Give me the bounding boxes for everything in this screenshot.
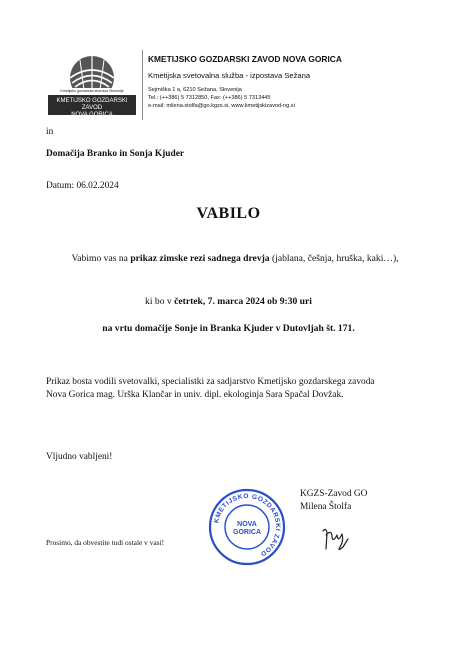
logo-band-line2: NOVA GORICA [71, 112, 113, 118]
stamp-center-line1: NOVA [237, 521, 257, 528]
when-prefix: ki bo v [145, 296, 175, 307]
logo-band [48, 95, 136, 118]
intro-bold: prikaz zimske rezi sadnega drevja [130, 253, 270, 264]
when-date: četrtek, 7. marca 2024 ob 9:30 uri [174, 296, 312, 307]
letter-date: Datum: 06.02.2024 [46, 181, 119, 191]
official-stamp [207, 487, 287, 567]
header-divider [142, 50, 143, 120]
logo-tagline: Kmetijsko gozdarska zbornica Slovenije [60, 89, 124, 93]
details-paragraph: Prikaz bosta vodili svetovalki, specialistki za sadjarstvo Kmetijsko gozdarskega zavoda Nova Gorica mag. Urška Klančar in univ. dipl. ekologinja Sara Spačal Dovžak. [46, 377, 375, 400]
event-when [0, 296, 457, 307]
org-unit: Kmetijska svetovalna služba - izpostava Sežana [148, 71, 311, 80]
email-line: e-mail: milena.stolfa@go.kgzs.si, www.kmetijskizavod-ng.si [148, 102, 295, 109]
letter-title: VABILO [196, 205, 261, 222]
in-label: in [46, 127, 54, 137]
recipient: Domačija Branko in Sonja Kjuder [46, 149, 185, 159]
footer-note: Prosimo, da obvestite tudi ostale v vasi! [46, 538, 165, 547]
stamp-ring-text: KMETIJSKO GOZDARSKI ZAVOD [213, 492, 282, 558]
handwritten-signature [320, 525, 352, 553]
intro-after: (jablana, češnja, hruška, kaki…), [269, 253, 399, 264]
signature-block [300, 488, 367, 514]
regards: Vljudno vabljeni! [46, 452, 113, 462]
intro-paragraph [60, 252, 410, 266]
field-globe-icon [60, 52, 124, 90]
sign-name: Milena Štolfa [300, 502, 352, 512]
stamp-center-line2: GORICA [233, 529, 261, 536]
org-contact [148, 87, 295, 110]
event-where: na vrtu domačije Sonje in Branka Kjuder v Dutovljah št. 171. [102, 323, 355, 334]
phone-line: Tel.: (++386) 5 7312850, Fax: (++386) 5 7313445 [148, 94, 271, 101]
intro-before: Vabimo vas na [71, 253, 131, 264]
logo-band-line1: KMETIJSKO GOZDARSKI ZAVOD [56, 98, 128, 111]
kgz-logo [44, 52, 140, 118]
sign-org: KGZS-Zavod GO [300, 489, 368, 499]
address-line: Sejmiška 1 a, 6210 Sežana, Slovenija [148, 87, 242, 93]
org-name: KMETIJSKO GOZDARSKI ZAVOD NOVA GORICA [148, 54, 342, 64]
